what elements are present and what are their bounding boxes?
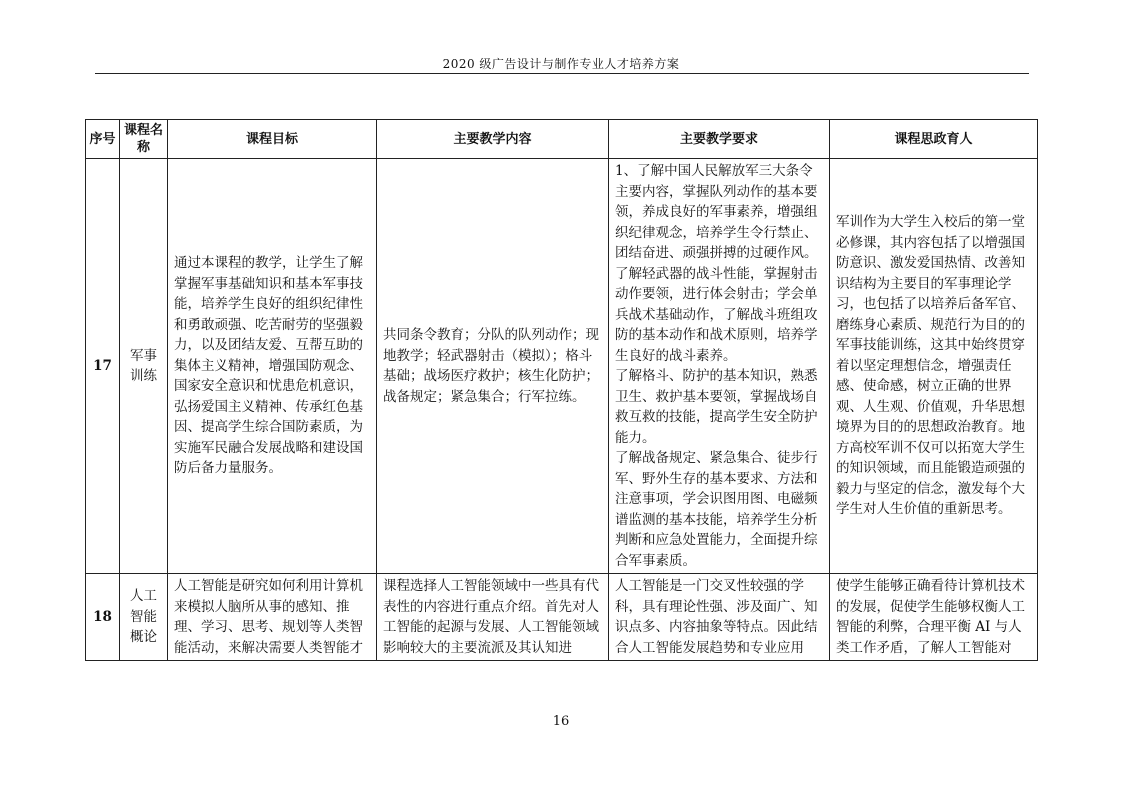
table-row — [86, 159, 1038, 574]
header-seq: 序号 — [86, 120, 120, 159]
cell-text: 课程选择人工智能领域中一些具有代表性的内容进行重点介绍。首先对人工智能的起源与发展、人工智能领域影响较大的主要流派及其认知进 — [383, 578, 599, 656]
cell-text: 人工智能是一门交叉性较强的学科，具有理论性强、涉及面广、知识点多、内容抽象等特点。因此结合人工智能发展趋势和专业应用 — [615, 578, 818, 656]
header-main-content: 主要教学内容 — [377, 120, 609, 159]
row-seq: 18 — [86, 574, 120, 661]
header-rule — [95, 73, 1029, 74]
requirement-paragraph: 了解轻武器的战斗性能，掌握射击动作要领，进行体会射击；学会单兵战术基础动作，了解战斗班组攻防的基本动作和战术原则，培养学生良好的战斗素养。 — [615, 265, 818, 364]
row-main-requirement — [609, 574, 830, 661]
requirement-paragraph: 了解格斗、防护的基本知识，熟悉卫生、救护基本要领，掌握战场自救互救的技能，提高学生安全防护能力。 — [615, 368, 818, 446]
header-course-name: 课程名称 — [120, 120, 168, 159]
header-course-goal: 课程目标 — [168, 120, 377, 159]
row-ideology — [830, 574, 1038, 661]
row-course-goal — [168, 574, 377, 661]
header-ideology: 课程思政育人 — [830, 120, 1038, 159]
row-main-content — [377, 574, 609, 661]
row-ideology: 军训作为大学生入校后的第一堂必修课，其内容包括了以增强国防意识、激发爱国热情、改善知识结构为主要目的军事理论学习，也包括了以培养后备军官、磨练身心素质、规范行为目的的军事技能训练，这其中始终贯穿着以坚定理想信念，增强责任感、使命感，树立正确的世界观、人生观、价值观，升华思想境界为目的的思想政治教育。地方高校军训不仅可以拓宽大学生的知识领域，而且能锻造顽强的毅力与坚定的信念，激发每个大学生对人生价值的重新思考。 — [830, 159, 1038, 574]
row-course-goal: 通过本课程的教学，让学生了解掌握军事基础知识和基本军事技能，培养学生良好的组织纪律性和勇敢顽强、吃苦耐劳的坚强毅力，以及团结友爱、互帮互助的集体主义精神，增强国防观念、国家安全意识和忧患危机意识，弘扬爱国主义精神、传承红色基因、提高学生综合国防素质，为实施军民融合发展战略和建设国防后备力量服务。 — [168, 159, 377, 574]
requirement-paragraph: 1、了解中国人民解放军三大条令主要内容，掌握队列动作的基本要领，养成良好的军事素养，增强组织纪律观念，培养学生令行禁止、团结奋进、顽强拼搏的过硬作风。 — [615, 163, 818, 261]
row-main-requirement — [609, 159, 830, 574]
curriculum-table — [85, 119, 1038, 661]
header-main-requirement: 主要教学要求 — [609, 120, 830, 159]
cell-text: 使学生能够正确看待计算机技术的发展，促使学生能够权衡人工智能的利弊，合理平衡 AI 与人类工作矛盾，了解人工智能对 — [836, 578, 1025, 656]
row-main-content: 共同条令教育；分队的队列动作；现地教学；轻武器射击（模拟）；格斗基础；战场医疗救护；核生化防护；战备规定；紧急集合；行军拉练。 — [377, 159, 609, 574]
row-course-name: 人工智能概论 — [120, 574, 168, 661]
page-number: 16 — [552, 714, 570, 729]
page-header-title: 2020 级广告设计与制作专业人才培养方案 — [442, 57, 680, 71]
cell-text: 人工智能是研究如何利用计算机来模拟人脑所从事的感知、推理、学习、思考、规划等人类智能活动，来解决需要人类智能才 — [174, 578, 363, 656]
requirement-paragraph: 了解战备规定、紧急集合、徒步行军、野外生存的基本要求、方法和注意事项，学会识图用图、电磁频谱监测的基本技能，培养学生分析判断和应急处置能力，全面提升综合军事素质。 — [615, 450, 818, 569]
row-course-name: 军事训练 — [120, 159, 168, 574]
row-seq: 17 — [86, 159, 120, 574]
table-row — [86, 574, 1038, 661]
table-header-row — [86, 120, 1038, 159]
